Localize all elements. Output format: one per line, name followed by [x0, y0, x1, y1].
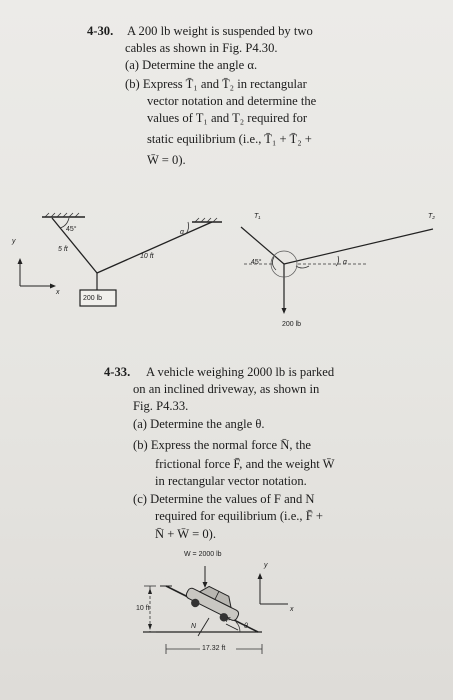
problem-4-33-line-9: required for equilibrium (i.e., F̄ + [155, 509, 323, 523]
fig430-axis-x: x [56, 289, 60, 296]
problem-4-33-line-1: A vehicle weighing 2000 lb is parked [146, 365, 335, 379]
problem-4-30-line-6: values of T₁ and T₂ required for [147, 111, 308, 125]
fig433-weight-label: W = 2000 lb [184, 551, 222, 558]
problem-4-30-part-a: (a) Determine the angle α. [125, 58, 258, 72]
problem-4-30-line-2: cables as shown in Fig. P4.30. [125, 41, 278, 55]
problem-4-33-part-c: (c) Determine the values of F and N [133, 492, 315, 506]
fig433-height-label: 10 ft [136, 605, 150, 612]
problem-4-30-line-8: W̄ = 0). [147, 153, 186, 167]
problem-4-30-part-b: (b) Express T̄₁ and T̄₂ in rectangular [125, 77, 307, 91]
fig430-length-5: 5 ft [58, 246, 68, 253]
fig433-base-label: 17.32 ft [202, 645, 226, 652]
fbd-alpha: α [343, 259, 347, 266]
problem-4-30-line-7: static equilibrium (i.e., T̄₁ + T̄₂ + [147, 132, 312, 146]
problem-4-33-line-6: frictional force F̄, and the weight W̄ [155, 457, 335, 471]
fig433-axis-y: y [264, 562, 268, 569]
fbd-weight-label: 200 lb [282, 321, 302, 328]
problem-4-30-line-5: vector notation and determine the [147, 94, 317, 108]
problem-4-30-line-1: A 200 lb weight is suspended by two [127, 24, 313, 38]
fig430-alpha: α [180, 229, 184, 236]
problem-4-33-part-a: (a) Determine the angle θ. [133, 417, 265, 431]
problem-4-33-line-2: on an inclined driveway, as shown in [133, 382, 320, 396]
fig430-weight-label: 200 lb [83, 295, 103, 302]
problem-4-30-number: 4-30. [87, 24, 114, 38]
problem-4-33-number: 4-33. [104, 365, 131, 379]
fig430-length-10: 10 ft [140, 253, 154, 260]
fig433-friction-force-label: F [226, 617, 231, 624]
fig433-theta-label: θ [244, 623, 248, 630]
fig430-angle-45: 45° [66, 226, 77, 233]
problem-4-33-line-3: Fig. P4.33. [133, 399, 189, 413]
fig430-axis-y: y [12, 238, 16, 245]
problem-4-33-line-10: N̄ + W̄ = 0). [155, 527, 216, 541]
fbd-T1-label: T₁ [254, 213, 261, 220]
fbd-T2-label: T₂ [428, 213, 435, 220]
problem-4-33-line-7: in rectangular vector notation. [155, 474, 307, 488]
fig433-normal-force-label: N [191, 623, 197, 630]
fbd-angle-45: 45° [251, 259, 262, 266]
fig433-axis-x: x [290, 606, 294, 613]
problem-4-33-part-b: (b) Express the normal force N̄, the [133, 438, 311, 452]
